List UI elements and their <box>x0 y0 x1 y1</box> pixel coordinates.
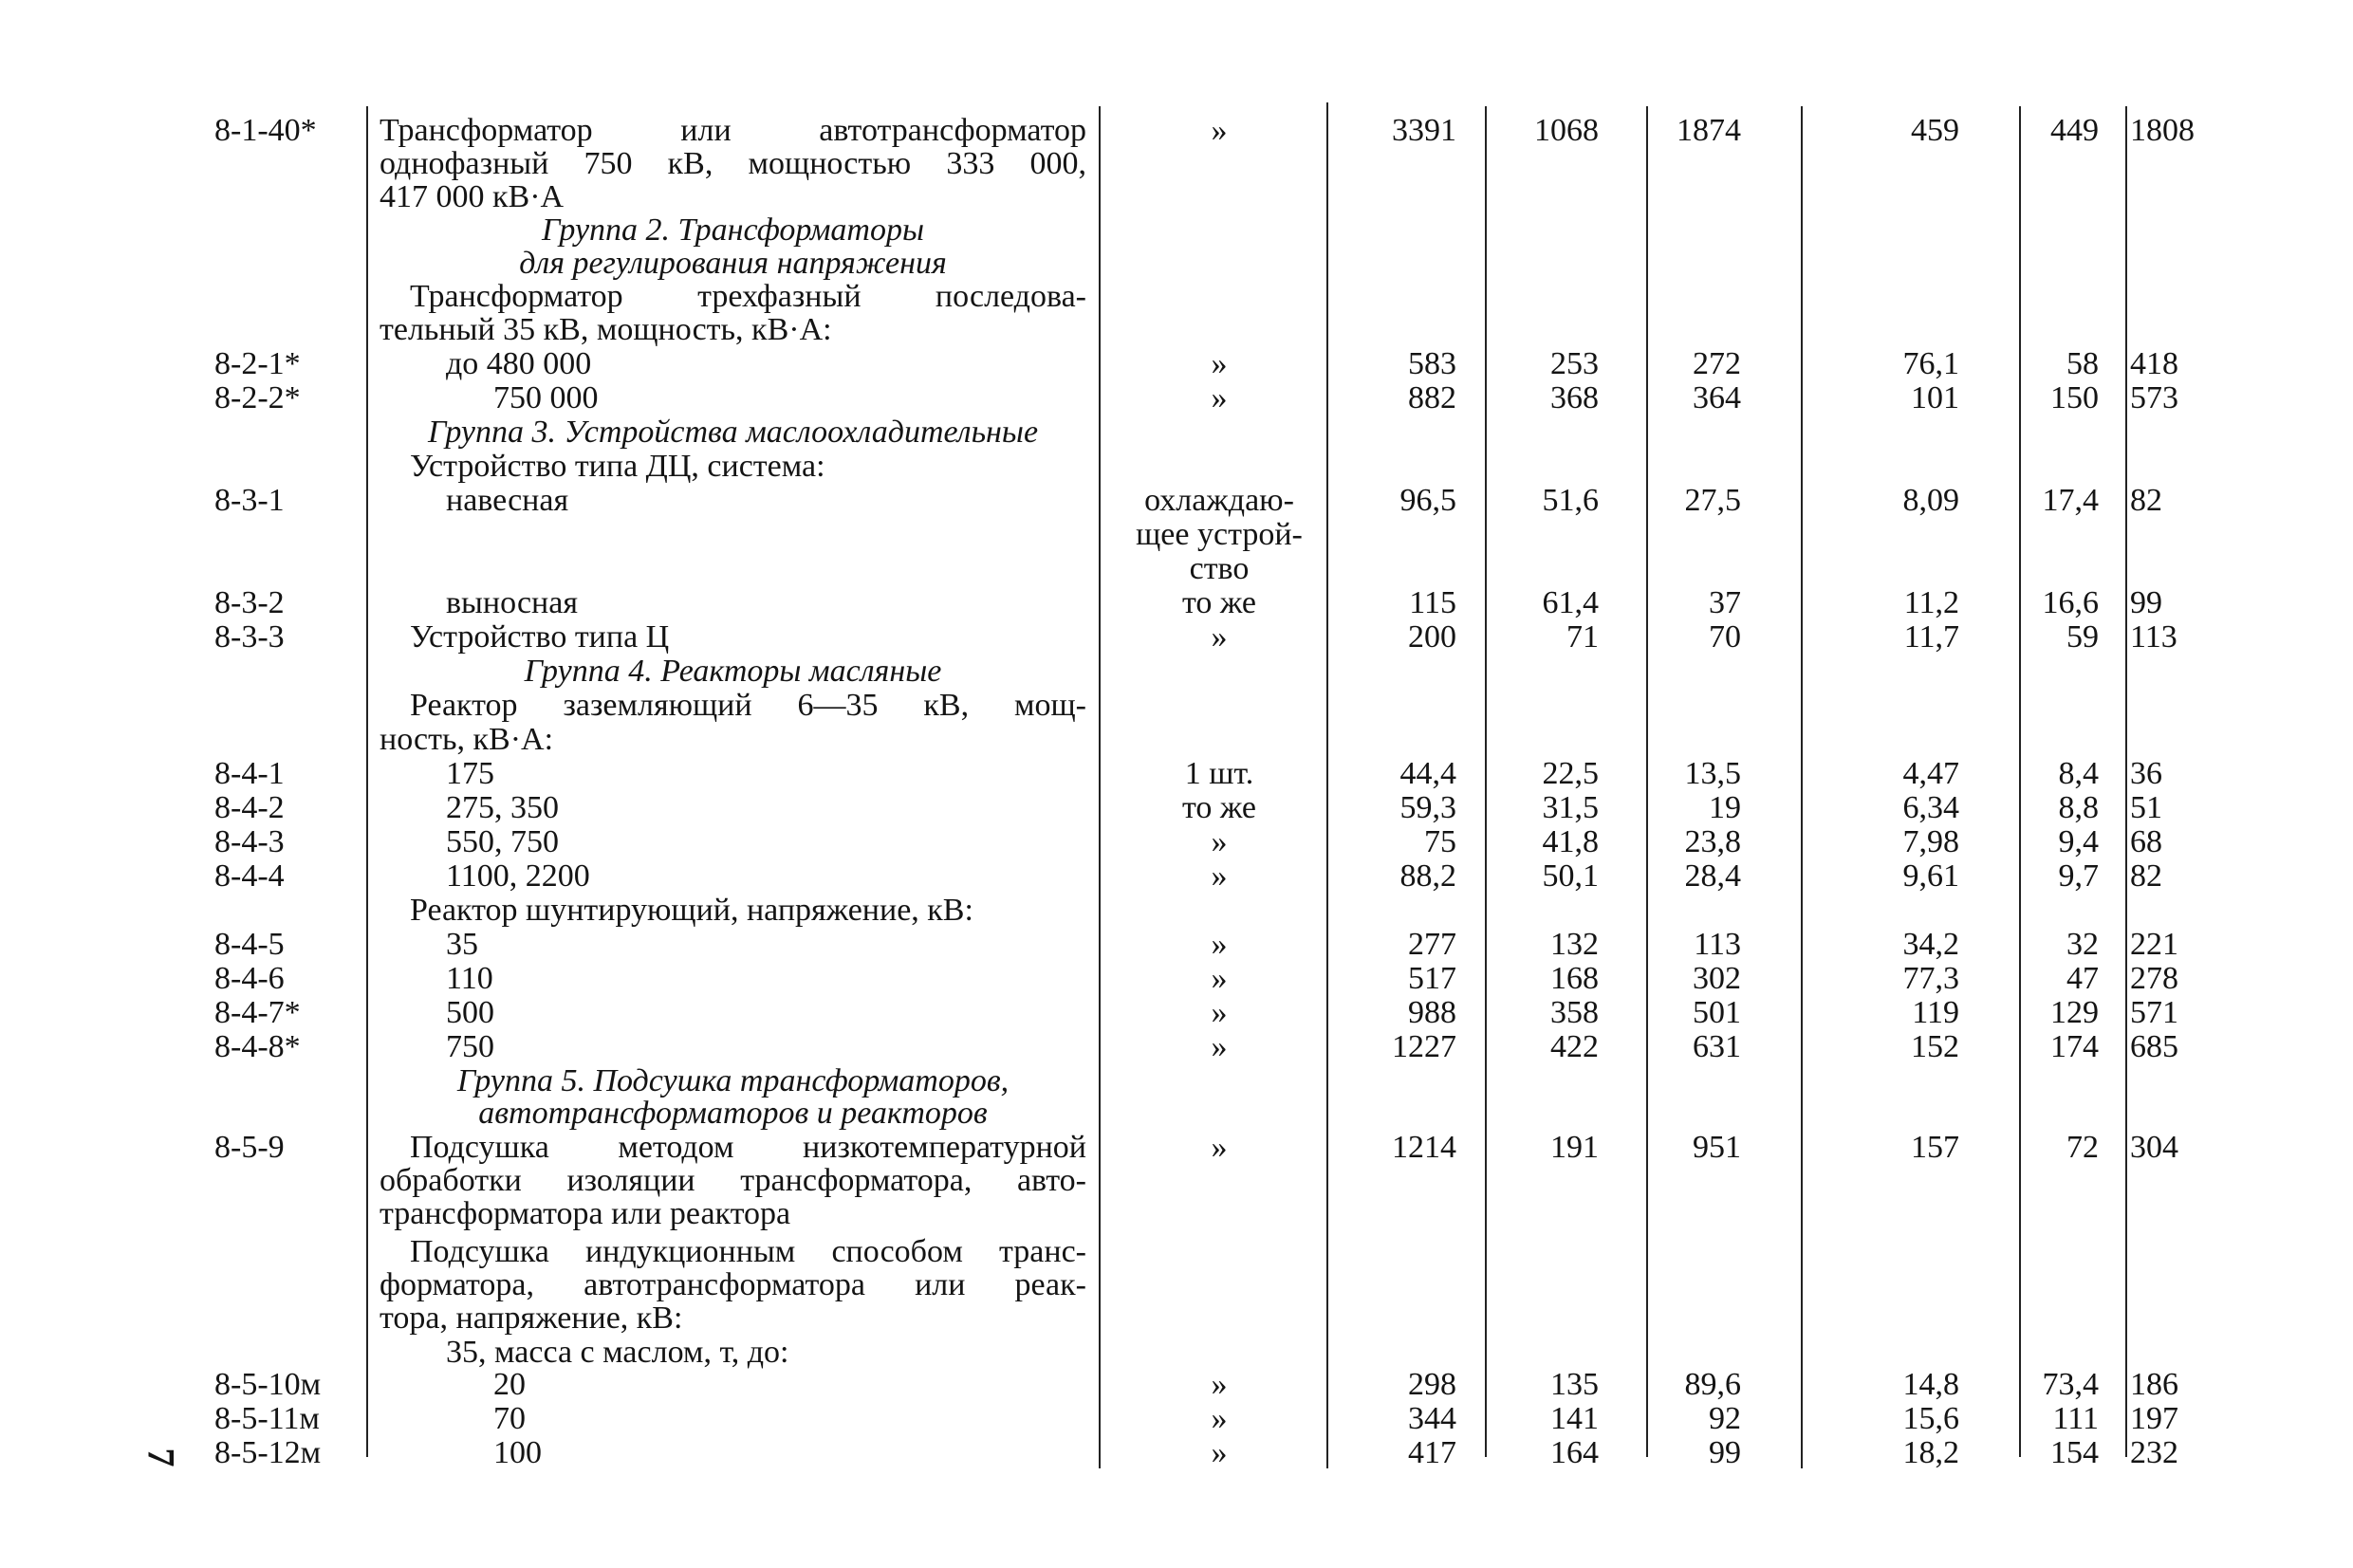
row-name: 275, 350 <box>446 790 559 825</box>
cell-col1: 277 <box>1408 927 1456 962</box>
row-unit: » <box>1211 824 1228 859</box>
cell-col4: 34,2 <box>1902 927 1959 962</box>
row-code: 8-4-2 <box>214 790 285 825</box>
table-row <box>0 962 2353 998</box>
cell-col1: 988 <box>1408 995 1456 1030</box>
cell-col4: 77,3 <box>1902 961 1959 996</box>
row-name: Устройство типа ДЦ, система: <box>410 449 825 484</box>
cell-col1: 115 <box>1409 585 1456 620</box>
group-header <box>0 247 2353 283</box>
cell-col3: 13,5 <box>1684 756 1741 791</box>
cell-col6: 36 <box>2130 756 2162 791</box>
row-name: Реактор заземляющий 6—35 кВ, мощ- <box>410 688 1086 723</box>
group-header <box>0 213 2353 249</box>
cell-col2: 135 <box>1550 1367 1599 1402</box>
cell-col2: 358 <box>1550 995 1599 1030</box>
cell-col4: 7,98 <box>1902 824 1959 859</box>
cell-col1: 1214 <box>1392 1130 1456 1165</box>
table-row <box>0 114 2353 150</box>
cell-col4: 11,2 <box>1903 585 1959 620</box>
cell-col6: 68 <box>2130 824 2162 859</box>
row-code: 8-2-1* <box>214 346 301 381</box>
row-name: тора, напряжение, кВ: <box>380 1301 683 1336</box>
table-row <box>0 859 2353 895</box>
row-unit: 1 шт. <box>1184 756 1254 791</box>
cell-col3: 302 <box>1693 961 1741 996</box>
table-row <box>0 484 2353 520</box>
cell-col2: 132 <box>1550 927 1599 962</box>
cell-col5: 73,4 <box>2042 1367 2099 1402</box>
cell-col2: 141 <box>1550 1401 1599 1436</box>
row-unit: ство <box>1189 551 1250 586</box>
table-row <box>0 1336 2353 1372</box>
table-row <box>0 1301 2353 1337</box>
row-code: 8-5-12м <box>214 1435 322 1470</box>
cell-col2: 168 <box>1550 961 1599 996</box>
cell-col5: 9,7 <box>2058 858 2099 894</box>
table-row <box>0 1268 2353 1304</box>
row-code: 8-5-11м <box>214 1401 320 1436</box>
cell-col6: 418 <box>2130 346 2178 381</box>
row-name: 175 <box>446 756 494 791</box>
cell-col3: 113 <box>1694 927 1741 962</box>
cell-col6: 99 <box>2130 585 2162 620</box>
row-code: 8-3-2 <box>214 585 285 620</box>
row-name: 20 <box>493 1367 526 1402</box>
cell-col2: 368 <box>1550 380 1599 415</box>
cell-col5: 17,4 <box>2042 483 2099 518</box>
row-code: 8-3-1 <box>214 483 285 518</box>
cell-col3: 23,8 <box>1684 824 1741 859</box>
row-code: 8-4-1 <box>214 756 285 791</box>
cell-col3: 37 <box>1709 585 1741 620</box>
cell-col4: 15,6 <box>1902 1401 1959 1436</box>
row-name: 417 000 кВ·А <box>380 179 565 214</box>
row-unit: » <box>1211 1435 1228 1470</box>
row-code: 8-1-40* <box>214 113 317 148</box>
cell-col2: 422 <box>1550 1029 1599 1064</box>
table-row <box>0 1235 2353 1271</box>
cell-col1: 344 <box>1408 1401 1456 1436</box>
group-header-text: Группа 4. Реакторы масляные <box>524 654 942 689</box>
table-row <box>0 586 2353 622</box>
cell-col1: 517 <box>1408 961 1456 996</box>
group-header-text: для регулирования напряжения <box>519 246 947 281</box>
cell-col4: 11,7 <box>1903 619 1959 655</box>
row-unit: » <box>1211 1029 1228 1064</box>
table-row <box>0 1131 2353 1167</box>
row-name: Реактор шунтирующий, напряжение, кВ: <box>410 893 973 928</box>
cell-col6: 221 <box>2130 927 2178 962</box>
row-code: 8-4-3 <box>214 824 285 859</box>
cell-col1: 1227 <box>1392 1029 1456 1064</box>
cell-col6: 82 <box>2130 858 2162 894</box>
row-name: обработки изоляции трансформатора, авто- <box>380 1163 1086 1198</box>
row-name: Подсушка методом низкотемпературной <box>410 1130 1086 1165</box>
row-name: 750 000 <box>493 380 599 415</box>
cell-col3: 89,6 <box>1684 1367 1741 1402</box>
cell-col5: 32 <box>2066 927 2099 962</box>
row-unit: » <box>1211 1401 1228 1436</box>
row-code: 8-3-3 <box>214 619 285 655</box>
table-row <box>0 347 2353 383</box>
cell-col6: 113 <box>2130 619 2177 655</box>
row-name: Трансформатор или автотрансформатор <box>380 113 1086 148</box>
table-row <box>0 552 2353 588</box>
cell-col4: 157 <box>1911 1130 1959 1165</box>
table-row <box>0 180 2353 216</box>
row-name: 100 <box>493 1435 542 1470</box>
row-unit: то же <box>1181 585 1257 620</box>
table-row <box>0 1164 2353 1200</box>
cell-col1: 298 <box>1408 1367 1456 1402</box>
cell-col1: 3391 <box>1392 113 1456 148</box>
cell-col3: 951 <box>1693 1130 1741 1165</box>
row-name: до 480 000 <box>446 346 592 381</box>
group-header-text: Группа 2. Трансформаторы <box>542 212 924 248</box>
row-unit: » <box>1211 995 1228 1030</box>
cell-col3: 272 <box>1693 346 1741 381</box>
cell-col4: 6,34 <box>1902 790 1959 825</box>
cell-col5: 47 <box>2066 961 2099 996</box>
table-row <box>0 381 2353 417</box>
row-name: 110 <box>446 961 493 996</box>
cell-col3: 364 <box>1693 380 1741 415</box>
cell-col6: 571 <box>2130 995 2178 1030</box>
page-number: 7 <box>139 1448 183 1467</box>
cell-col3: 19 <box>1709 790 1741 825</box>
cell-col5: 8,4 <box>2058 756 2099 791</box>
cell-col5: 16,6 <box>2042 585 2099 620</box>
table-row <box>0 620 2353 656</box>
cell-col1: 96,5 <box>1399 483 1456 518</box>
table-row <box>0 450 2353 486</box>
cell-col1: 417 <box>1408 1435 1456 1470</box>
cell-col2: 191 <box>1550 1130 1599 1165</box>
table-row <box>0 1030 2353 1066</box>
row-unit: » <box>1211 927 1228 962</box>
row-name: однофазный 750 кВ, мощностью 333 000, <box>380 146 1086 181</box>
cell-col5: 59 <box>2066 619 2099 655</box>
cell-col2: 253 <box>1550 346 1599 381</box>
group-header-text: автотрансформаторов и реакторов <box>478 1096 988 1131</box>
row-unit: » <box>1211 113 1228 148</box>
row-name: Трансформатор трехфазный последова- <box>410 279 1086 314</box>
cell-col1: 88,2 <box>1399 858 1456 894</box>
cell-col2: 1068 <box>1534 113 1599 148</box>
row-unit: то же <box>1181 790 1257 825</box>
cell-col3: 501 <box>1693 995 1741 1030</box>
cell-col3: 70 <box>1709 619 1741 655</box>
row-unit: » <box>1211 1130 1228 1165</box>
cell-col5: 174 <box>2050 1029 2099 1064</box>
cell-col6: 685 <box>2130 1029 2178 1064</box>
cell-col6: 573 <box>2130 380 2178 415</box>
row-code: 8-4-5 <box>214 927 285 962</box>
row-unit: » <box>1211 619 1228 655</box>
cell-col3: 27,5 <box>1684 483 1741 518</box>
row-name: 35 <box>446 927 478 962</box>
cell-col6: 82 <box>2130 483 2162 518</box>
table-row <box>0 518 2353 554</box>
group-header-text: Группа 5. Подсушка трансформаторов, <box>456 1063 1010 1098</box>
cell-col4: 152 <box>1911 1029 1959 1064</box>
row-code: 8-4-8* <box>214 1029 301 1064</box>
row-code: 8-4-6 <box>214 961 285 996</box>
table-row <box>0 1197 2353 1233</box>
cell-col1: 59,3 <box>1399 790 1456 825</box>
cell-col5: 8,8 <box>2058 790 2099 825</box>
row-unit: » <box>1211 961 1228 996</box>
table-row <box>0 1402 2353 1438</box>
row-name: навесная <box>446 483 569 518</box>
cell-col4: 18,2 <box>1902 1435 1959 1470</box>
row-unit: » <box>1211 380 1228 415</box>
row-name: Устройство типа Ц <box>410 619 670 655</box>
cell-col2: 50,1 <box>1542 858 1599 894</box>
cell-col6: 232 <box>2130 1435 2178 1470</box>
cell-col4: 101 <box>1911 380 1959 415</box>
cell-col5: 154 <box>2050 1435 2099 1470</box>
row-code: 8-5-9 <box>214 1130 285 1165</box>
cell-col5: 449 <box>2050 113 2099 148</box>
cell-col4: 8,09 <box>1902 483 1959 518</box>
group-header-text: Группа 3. Устройства маслоохладительные <box>427 415 1039 450</box>
row-name: трансформатора или реактора <box>380 1196 791 1231</box>
cell-col2: 51,6 <box>1542 483 1599 518</box>
cell-col1: 75 <box>1424 824 1456 859</box>
row-code: 8-4-4 <box>214 858 285 894</box>
cell-col5: 72 <box>2066 1130 2099 1165</box>
row-unit: щее устрой- <box>1136 517 1303 552</box>
cell-col2: 71 <box>1566 619 1599 655</box>
cell-col2: 22,5 <box>1542 756 1599 791</box>
cell-col6: 186 <box>2130 1367 2178 1402</box>
row-name: Подсушка индукционным способом транс- <box>410 1234 1086 1269</box>
table-row <box>0 928 2353 964</box>
cell-col4: 4,47 <box>1902 756 1959 791</box>
row-name: 500 <box>446 995 494 1030</box>
cell-col4: 76,1 <box>1902 346 1959 381</box>
table-row <box>0 1436 2353 1472</box>
row-name: 35, масса с маслом, т, до: <box>446 1335 789 1370</box>
cell-col2: 164 <box>1550 1435 1599 1470</box>
cell-col3: 99 <box>1709 1435 1741 1470</box>
table-row <box>0 757 2353 793</box>
row-name: 750 <box>446 1029 494 1064</box>
row-name: 1100, 2200 <box>446 858 590 894</box>
cell-col5: 111 <box>2052 1401 2099 1436</box>
row-unit: » <box>1211 1367 1228 1402</box>
cell-col2: 41,8 <box>1542 824 1599 859</box>
cell-col1: 200 <box>1408 619 1456 655</box>
row-code: 8-5-10м <box>214 1367 322 1402</box>
table-row <box>0 791 2353 827</box>
cell-col4: 459 <box>1911 113 1959 148</box>
table-row <box>0 1368 2353 1404</box>
cell-col3: 1874 <box>1677 113 1741 148</box>
table-row <box>0 147 2353 183</box>
group-header <box>0 1097 2353 1133</box>
row-unit: » <box>1211 858 1228 894</box>
group-header <box>0 1064 2353 1100</box>
group-header <box>0 655 2353 691</box>
table-row <box>0 825 2353 861</box>
table-row <box>0 280 2353 316</box>
cell-col6: 51 <box>2130 790 2162 825</box>
table-row <box>0 894 2353 930</box>
cell-col1: 44,4 <box>1399 756 1456 791</box>
cell-col3: 28,4 <box>1684 858 1741 894</box>
cell-col4: 119 <box>1912 995 1959 1030</box>
table-row <box>0 723 2353 759</box>
cell-col3: 92 <box>1709 1401 1741 1436</box>
group-header <box>0 415 2353 452</box>
cell-col1: 882 <box>1408 380 1456 415</box>
cell-col5: 9,4 <box>2058 824 2099 859</box>
cell-col6: 304 <box>2130 1130 2178 1165</box>
cell-col4: 14,8 <box>1902 1367 1959 1402</box>
row-name: ность, кВ·А: <box>380 722 554 757</box>
cell-col5: 150 <box>2050 380 2099 415</box>
cell-col3: 631 <box>1693 1029 1741 1064</box>
cell-col4: 9,61 <box>1902 858 1959 894</box>
row-name: тельный 35 кВ, мощность, кВ·А: <box>380 312 832 347</box>
cell-col6: 278 <box>2130 961 2178 996</box>
cell-col5: 58 <box>2066 346 2099 381</box>
row-code: 8-4-7* <box>214 995 301 1030</box>
row-unit: охлаждаю- <box>1144 483 1294 518</box>
row-name: выносная <box>446 585 578 620</box>
table-row <box>0 689 2353 725</box>
cell-col2: 31,5 <box>1542 790 1599 825</box>
row-unit: » <box>1211 346 1228 381</box>
cell-col1: 583 <box>1408 346 1456 381</box>
row-name: 550, 750 <box>446 824 559 859</box>
row-name: форматора, автотрансформатора или реак- <box>380 1267 1086 1302</box>
cell-col5: 129 <box>2050 995 2099 1030</box>
row-name: 70 <box>493 1401 526 1436</box>
cell-col6: 1808 <box>2130 113 2195 148</box>
cell-col2: 61,4 <box>1542 585 1599 620</box>
cell-col6: 197 <box>2130 1401 2178 1436</box>
row-code: 8-2-2* <box>214 380 301 415</box>
table-row <box>0 313 2353 349</box>
table-row <box>0 996 2353 1032</box>
